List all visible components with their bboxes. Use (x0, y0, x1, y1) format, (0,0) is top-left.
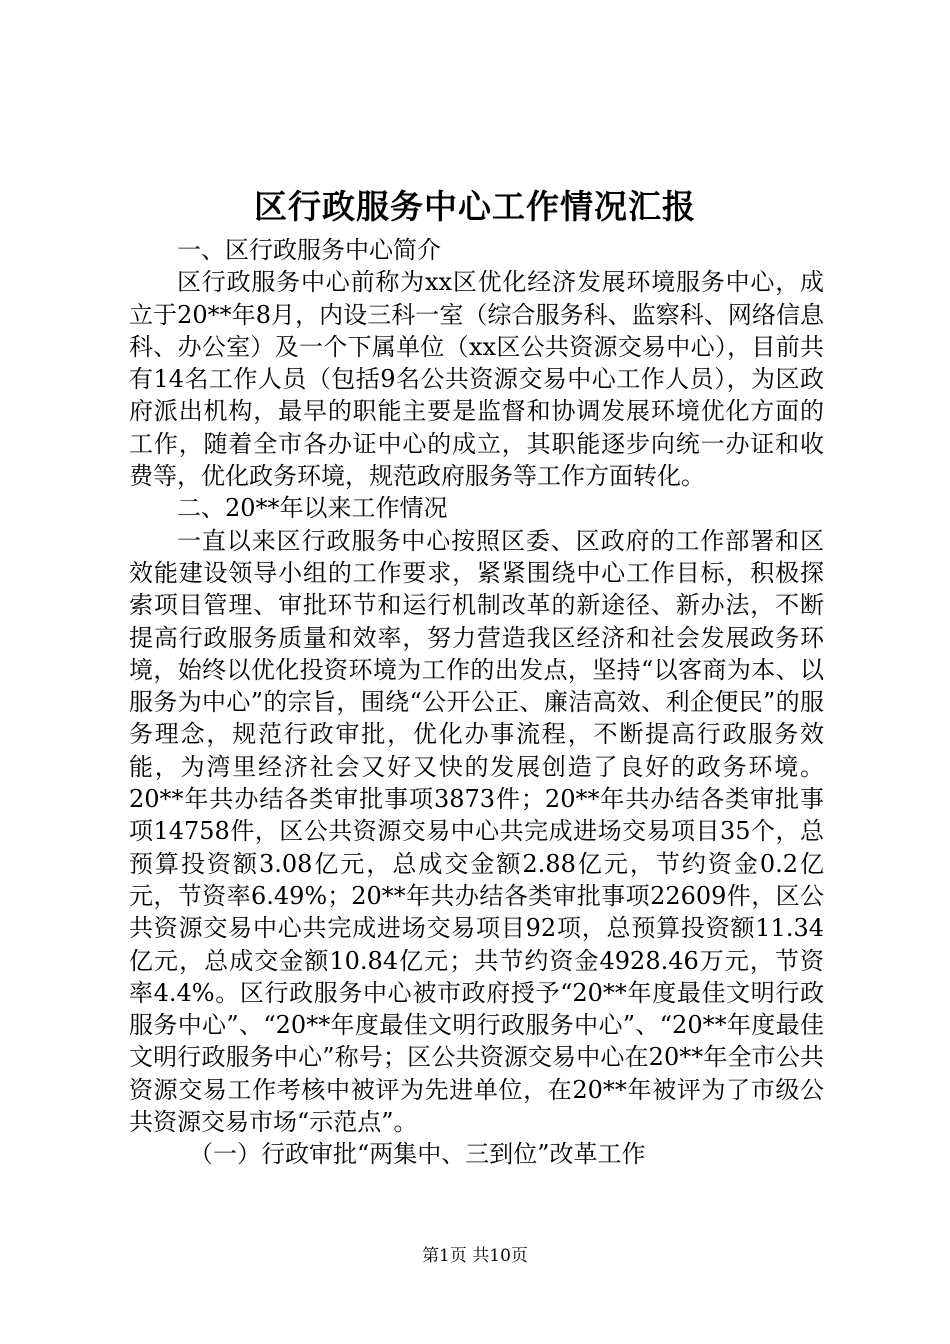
paragraph-work: 一直以来区行政服务中心按照区委、区政府的工作部署和区效能建设领导小组的工作要求，紧紧围绕中心工作目标，积极探索项目管理、审批环节和运行机制改革的新途径、新办法，不断提高行政服务质量和效率，努力营造我区经济和社会发展政务环境，始终以优化投资环境为工作的出发点，坚持“以客商为本、以服务为中心”的宗旨，围绕“公开公正、廉洁高效、利企便民”的服务理念，规范行政审批，优化办事流程，不断提高行政服务效能，为湾里经济社会又好又快的发展创造了良好的政务环境。20**年共办结各类审批事项3873件；20**年共办结各类审批事项14758件，区公共资源交易中心共完成进场交易项目35个，总预算投资额3.08亿元，总成交金额2.88亿元，节约资金0.2亿元，节资率6.49%；20**年共办结各类审批事项22609件，区公共资源交易中心共完成进场交易项目92项，总预算投资额11.34亿元，总成交金额10.84亿元；共节约资金4928.46万元，节资率4.4%。区行政服务中心被市政府授予“20**年度最佳文明行政服务中心”、“20**年度最佳文明行政服务中心”、“20**年度最佳文明行政服务中心”称号；区公共资源交易中心在20**年全市公共资源交易工作考核中被评为先进单位，在20**年被评为了市级公共资源交易市场“示范点”。 (129, 526, 824, 1137)
subsection-heading-reform: （一）行政审批“两集中、三到位”改革工作 (189, 1140, 646, 1169)
document-title: 区行政服务中心工作情况汇报 (254, 187, 696, 226)
page-footer: 第1页 共10页 (422, 1246, 528, 1266)
section-heading-intro: 一、区行政服务中心简介 (177, 236, 441, 264)
document-body (129, 234, 824, 1171)
section-heading-work: 二、20**年以来工作情况 (177, 494, 448, 523)
paragraph-intro: 区行政服务中心前称为xx区优化经济发展环境服务中心，成立于20**年8月，内设三科一室（综合服务科、监察科、网络信息科、办公室）及一个下属单位（xx区公共资源交易中心），目前共有14名工作人员（包括9名公共资源交易中心工作人员），为区政府派出机构，最早的职能主要是监督和协调发展环境优化方面的工作，随着全市各办证中心的成立，其职能逐步向统一办证和收费等，优化政务环境，规范政府服务等工作方面转化。 (129, 268, 824, 491)
